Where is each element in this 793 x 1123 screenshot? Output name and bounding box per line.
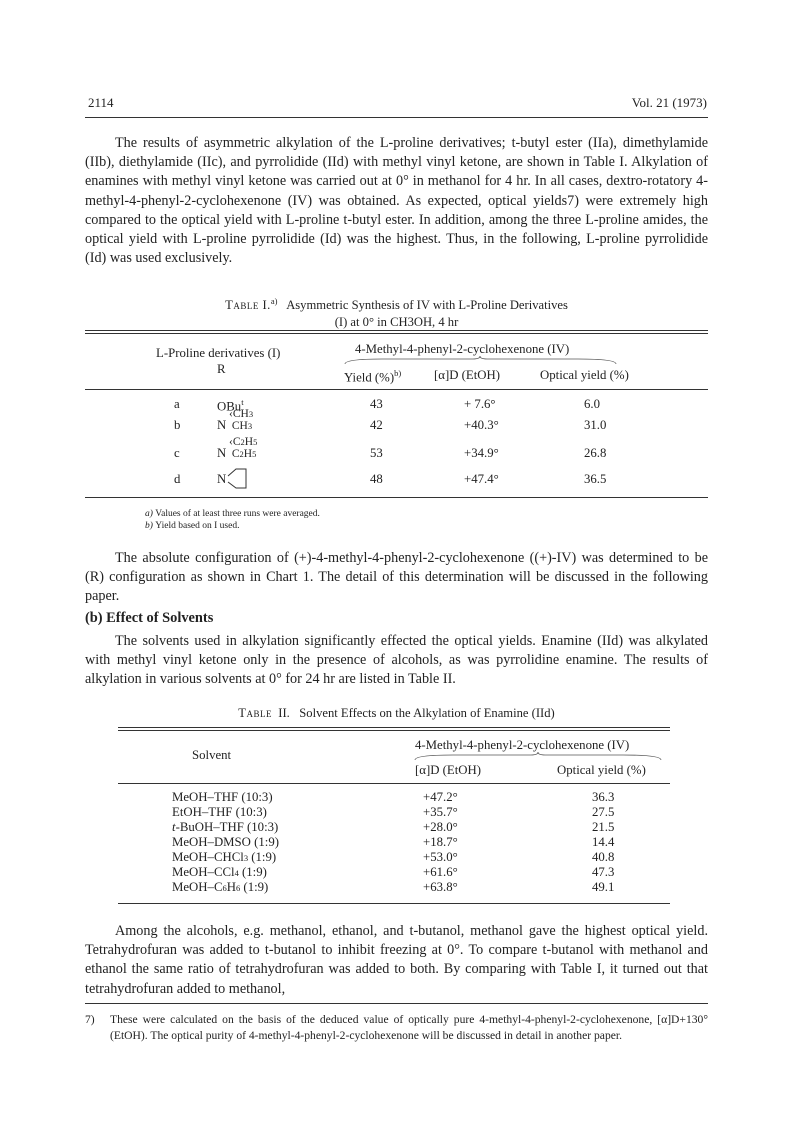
table1-title-line2: (I) at 0° in CH3OH, 4 hr	[334, 315, 459, 330]
paragraph-2: The absolute configuration of (+)-4-methyl-4-phenyl-2-cyclohexenone ((+)-IV) was determined to be (R) configuration as shown in Chart 1. The detail of this determination will be discussed in the following paper.	[85, 550, 708, 605]
paragraph-1: The results of asymmetric alkylation of the L-proline derivatives; t-butyl ester (IIa), dimethylamide (IIb), diethylamide (IIc), and pyrrolidide (IId) with methyl vinyl ketone, are shown in Table I. Alkylation of enamines with methyl vinyl ketone was carried out at 0° in methanol for 4 hr. In all cases, dextro-rotatory 4-methyl-4-phenyl-2-cyclohexenone (IV) was obtained. As expected, optical yields7) were extremely high compared to the optical yield with L-proline t-butyl ester. In addition, among the three L-proline amides, the optical yield with L-proline pyrrolidide (Id) was the highest. Thus, in the following, L-proline pyrrolidide (Id) was used exclusively.	[85, 135, 708, 267]
header-rule	[85, 117, 708, 118]
table1-col-yield: Yield (%)$^{b)}$	[344, 368, 402, 385]
table1-brace	[343, 356, 618, 366]
table2-caption	[85, 705, 708, 722]
table2-col-rot: [α]D (EtOH)	[415, 763, 482, 777]
paragraph-3: The solvents used in alkylation significantly effected the optical yields. Enamine (IId) was alkylated with methyl vinyl ketone only in the presence of alcohols, as was pyrrolidine enamine. The results of alkylation in various solvents at 0° for 24 hr are listed in Table II.	[85, 633, 708, 688]
table1-title-line1: Asymmetric Synthesis of IV with L-Proline Derivatives	[286, 298, 568, 313]
table1-col-opt: Optical yield (%)	[540, 368, 629, 382]
table1-col-r: R	[217, 362, 226, 376]
table1-col-rot: [α]D (EtOH)	[434, 368, 501, 382]
pyrrolidine-ring-icon	[226, 466, 248, 492]
table2-label: Table	[238, 706, 272, 720]
footnote-mark: 7)	[85, 1013, 95, 1026]
page-number: 2114	[88, 95, 114, 110]
footnote-rule	[85, 1003, 708, 1004]
table1-col-deriv: L-Proline derivatives (I)	[156, 346, 281, 360]
paragraph-4: Among the alcohols, e.g. methanol, ethanol, and t-butanol, methanol gave the highest optical yield. Tetrahydrofuran was added to t-butanol to inhibit freezing at 0°. To compare t-butanol with methanol and ethanol the same ratio of tetrahydrofuran was added to both. By comparing with Table I, it turned out that tetrahydrofuran added to methanol,	[85, 923, 708, 997]
table1-col-group: 4-Methyl-4-phenyl-2-cyclohexenone (IV)	[355, 342, 570, 356]
diethylamino-group: N	[217, 446, 227, 460]
table2-col-solvent: Solvent	[192, 748, 232, 762]
table2-title: Solvent Effects on the Alkylation of Enamine (IId)	[299, 706, 555, 720]
table2-col-group: 4-Methyl-4-phenyl-2-cyclohexenone (IV)	[415, 738, 630, 752]
table1-note-b: b) Yield based on I used.	[145, 521, 240, 531]
table1-note-a: a) Values of at least three runs were averaged.	[145, 509, 320, 519]
section-heading-b: (b) Effect of Solvents	[85, 610, 214, 626]
table1-label-note: a)	[270, 296, 278, 306]
table2-brace	[413, 752, 663, 762]
table2-label-num: II.	[278, 706, 290, 720]
table1-label: Table I.	[225, 298, 271, 313]
dimethylamino-group: N	[217, 418, 227, 432]
footnote-text: These were calculated on the basis of the deduced value of optically pure 4-methyl-4-phenyl-2-cyclohexenone, [α]D+130° (EtOH). The optical purity of 4-methyl-4-phenyl-2-cyclohexenone will be discussed in detail in another paper.	[110, 1013, 708, 1042]
journal-volume: Vol. 21 (1973)	[631, 95, 707, 110]
table1-caption	[85, 293, 708, 331]
table2-col-opt: Optical yield (%)	[557, 763, 646, 777]
